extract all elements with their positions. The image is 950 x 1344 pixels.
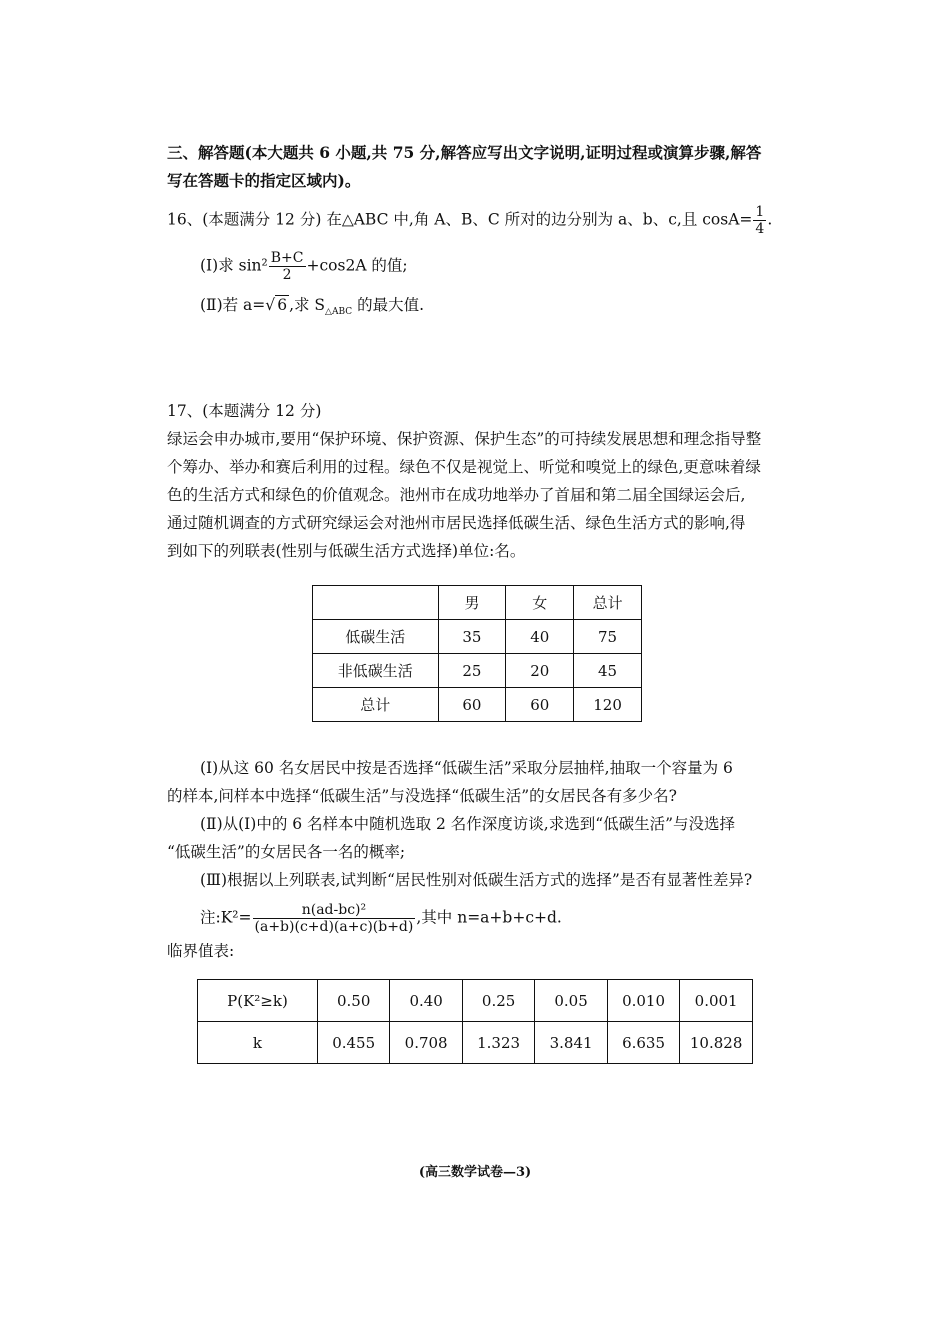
cos-numerator: 1 bbox=[755, 204, 765, 220]
q16-part1-suffix: +cos2A 的值; bbox=[306, 256, 408, 275]
sqrt-six bbox=[265, 294, 289, 316]
q16-stem bbox=[167, 204, 772, 237]
table-cell: 60 bbox=[438, 688, 506, 722]
note-suffix: ,其中 n=a+b+c+d. bbox=[416, 908, 562, 927]
q16-part1 bbox=[200, 250, 408, 283]
q16-part2-prefix: (Ⅱ)若 a= bbox=[200, 296, 266, 314]
area-subscript: △ABC bbox=[325, 307, 353, 318]
k-squared-denominator: (a+b)(c+d)(a+c)(b+d) bbox=[254, 919, 414, 935]
section-title-line2: 写在答题卡的指定区域内)。 bbox=[167, 171, 361, 190]
table-cell: 75 bbox=[574, 620, 642, 654]
table-row bbox=[198, 980, 753, 1022]
cos-fraction bbox=[753, 204, 766, 237]
sqrt-radicand: 6 bbox=[277, 296, 288, 314]
note-prefix: 注:K²= bbox=[200, 908, 252, 927]
table-header-cell: 女 bbox=[506, 586, 574, 620]
table-header-cell: 总计 bbox=[574, 586, 642, 620]
half-angle-fraction bbox=[269, 250, 306, 283]
q16-stem-prefix: 16、(本题满分 12 分) 在△ABC 中,角 A、B、C 所对的边分别为 a、b、c,且 cosA= bbox=[167, 210, 753, 229]
contingency-table bbox=[312, 585, 642, 722]
q17-header: 17、(本题满分 12 分) bbox=[167, 402, 322, 420]
table-row bbox=[313, 654, 642, 688]
table-cell: 60 bbox=[506, 688, 574, 722]
table-header-cell bbox=[313, 586, 439, 620]
table-cell: 10.828 bbox=[680, 1022, 753, 1064]
critical-value-label: 临界值表: bbox=[167, 942, 235, 960]
table-cell: 0.50 bbox=[317, 980, 389, 1022]
table-cell: 0.010 bbox=[607, 980, 679, 1022]
q17-para-line2: 个筹办、举办和赛后利用的过程。绿色不仅是视觉上、听觉和嗅觉上的绿色,更意味着绿 bbox=[167, 458, 761, 476]
table-cell: 25 bbox=[438, 654, 506, 688]
q16-part2-mid: ,求 S bbox=[289, 296, 326, 314]
table-cell: 1.323 bbox=[462, 1022, 534, 1064]
section-title-line1: 三、解答题(本大题共 6 小题,共 75 分,解答应写出文字说明,证明过程或演算步骤,解答 bbox=[167, 143, 762, 162]
table-cell: 非低碳生活 bbox=[313, 654, 439, 688]
half-angle-denominator: 2 bbox=[282, 267, 292, 283]
table-cell: 20 bbox=[506, 654, 574, 688]
q17-part2-line1: (Ⅱ)从(Ⅰ)中的 6 名样本中随机选取 2 名作深度访谈,求选到“低碳生活”与没选择 bbox=[200, 815, 736, 833]
table-cell: 40 bbox=[506, 620, 574, 654]
table-header-row bbox=[313, 586, 642, 620]
q17-para-line5: 到如下的列联表(性别与低碳生活方式选择)单位:名。 bbox=[167, 542, 526, 560]
q16-part2 bbox=[200, 294, 424, 323]
table-cell: k bbox=[198, 1022, 318, 1064]
table-cell: 0.001 bbox=[680, 980, 753, 1022]
q17-part1-line2: 的样本,问样本中选择“低碳生活”与没选择“低碳生活”的女居民各有多少名? bbox=[167, 787, 677, 805]
q16-stem-suffix: . bbox=[767, 210, 773, 229]
table-header-cell: 男 bbox=[438, 586, 506, 620]
table-cell: 45 bbox=[574, 654, 642, 688]
critical-value-table bbox=[197, 979, 753, 1064]
table-cell: 0.40 bbox=[390, 980, 462, 1022]
table-cell: 低碳生活 bbox=[313, 620, 439, 654]
page-footer: (高三数学试卷—3) bbox=[418, 1165, 532, 1180]
table-cell: 6.635 bbox=[607, 1022, 679, 1064]
table-cell: 3.841 bbox=[535, 1022, 607, 1064]
table-cell: 总计 bbox=[313, 688, 439, 722]
q16-part2-suffix: 的最大值. bbox=[352, 296, 424, 314]
k-squared-fraction bbox=[253, 902, 416, 935]
k-squared-numerator: n(ad-bc)² bbox=[253, 902, 416, 919]
q17-para-line1: 绿运会申办城市,要用“保护环境、保护资源、保护生态”的可持续发展思想和理念指导整 bbox=[167, 430, 762, 448]
q17-part1-line1: (Ⅰ)从这 60 名女居民中按是否选择“低碳生活”采取分层抽样,抽取一个容量为 6 bbox=[200, 759, 733, 777]
table-cell: 35 bbox=[438, 620, 506, 654]
cos-denominator: 4 bbox=[755, 221, 765, 237]
q17-part2-line2: “低碳生活”的女居民各一名的概率; bbox=[167, 843, 406, 861]
table-row bbox=[198, 1022, 753, 1064]
table-row bbox=[313, 688, 642, 722]
table-cell: 0.708 bbox=[390, 1022, 462, 1064]
table-row bbox=[313, 620, 642, 654]
q17-para-line3: 色的生活方式和绿色的价值观念。池州市在成功地举办了首届和第二届全国绿运会后, bbox=[167, 486, 746, 504]
k-squared-note bbox=[200, 902, 562, 935]
q16-part1-prefix: (Ⅰ)求 sin² bbox=[200, 256, 268, 275]
table-cell: 0.05 bbox=[535, 980, 607, 1022]
table-cell: P(K²≥k) bbox=[198, 980, 318, 1022]
table-cell: 0.455 bbox=[317, 1022, 389, 1064]
sqrt-sign: √ bbox=[265, 296, 276, 314]
table-cell: 0.25 bbox=[462, 980, 534, 1022]
half-angle-numerator: B+C bbox=[270, 250, 304, 266]
table-cell: 120 bbox=[574, 688, 642, 722]
q17-para-line4: 通过随机调查的方式研究绿运会对池州市居民选择低碳生活、绿色生活方式的影响,得 bbox=[167, 514, 746, 532]
q17-part3: (Ⅲ)根据以上列联表,试判断“居民性别对低碳生活方式的选择”是否有显著性差异? bbox=[200, 871, 753, 889]
